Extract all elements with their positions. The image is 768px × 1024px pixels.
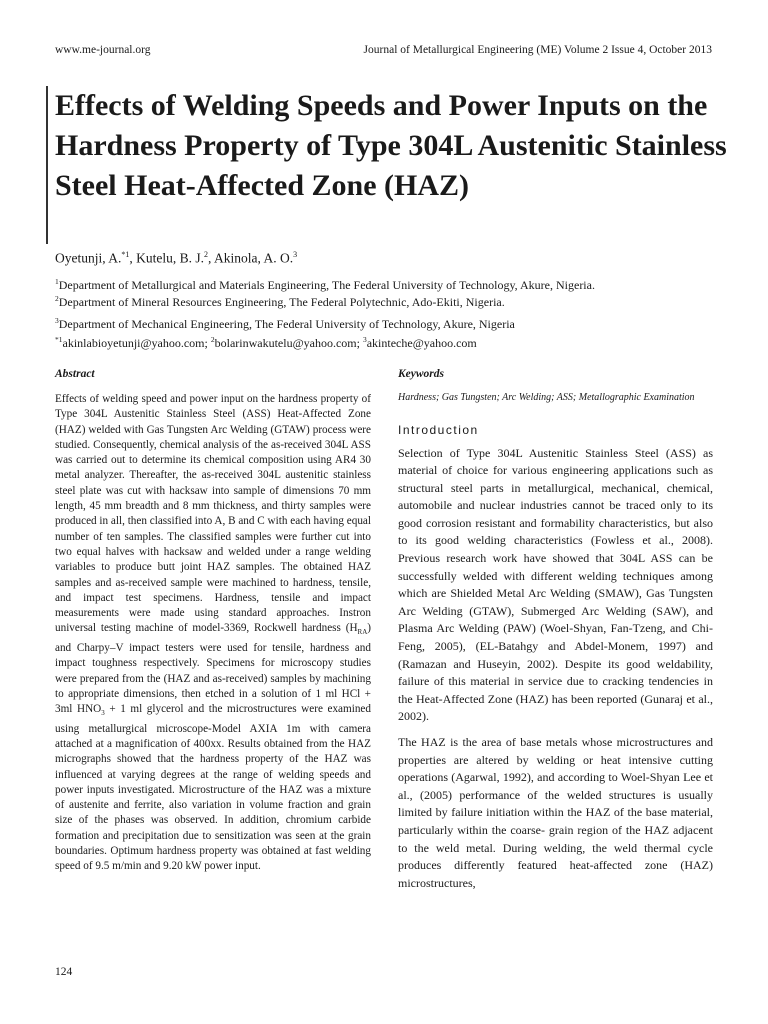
email-marker: 3 [362, 335, 367, 344]
author-marker: *1 [121, 250, 130, 259]
paper-title: Effects of Welding Speeds and Power Inputs on the Hardness Property of Type 304L Austenitic Stainless Steel Heat-Affected Zone (HAZ) [55, 89, 727, 202]
author-name: , Akinola, A. O. [208, 250, 294, 266]
email-marker: *1 [55, 335, 63, 344]
author-name: , Kutelu, B. J. [129, 250, 205, 266]
author-marker: 3 [293, 250, 298, 259]
affiliation [55, 316, 515, 332]
abstract-body: Effects of welding speed and power input on the hardness property of Type 304L Austenitic Stainless Steel (ASS) Heat-Affected Zone (HAZ) welded with Gas Tungsten Arc Welding (GTAW) process were studied. Consequently, chemical analysis of the as-received 304L ASS was carried out to determine its chemical composition using AR4 30 metal analyzer. Thereafter, the as-received 304L austenitic stainless steel plate was cut with hacksaw into sample of dimensions 70 mm length, 45 mm breadth and 8 mm thickness, and thirty samples were produced in all, then classified into A, B and C with each having equal number of ten samples. The classified samples were further cut into two equal halves with hacksaw and welded under a range welding variables to produce butt joint HAZ samples. The obtained HAZ samples and as-received sample were machined to hardness, tensile, and impact test specimens. Hardness, tensile and impact measurements were made using standard approaches. Instron universal testing machine of model-3369, Rockwell hardness $(H_{RA})$ and Charpy–V impact testers were used for tensile, hardness and impact toughness respectively. Specimens for microscopy studies were prepared from the (HAZ and as-received) samples by machining to appropriate dimensions, then etched in a solution of 1 ml HCl + 3ml $HNO_3 + 1$ ml glycerol and the microstructures were examined using metallurgical microscope-Model AXIA 1m with camera attached at a magnification of 400xx. Results obtained from the HAZ micrographs showed that the hardness property of the HAZ was influenced at varying degrees at the range of welding speeds and power inputs investigated. Microstructure of the HAZ was a mixture of austenite and ferrite, also variation in volume fraction and grain size of the phases was observed. In addition, chromium carbide formation and precipitation due to sensitization was seen at the grain boundaries. Optimum hardness property was obtained at fast welding speed of 9.5 m/min and 9.20 kW power input. [55, 393, 371, 873]
affiliation-text: Department of Mineral Resources Engineering, The Federal Polytechnic, Ado-Ekiti, Nigeria. [58, 295, 505, 309]
page-number: 124 [55, 966, 73, 978]
introduction-heading: Introduction [398, 422, 479, 437]
left-column [55, 368, 371, 875]
email-marker: 2 [210, 335, 215, 344]
affiliation [55, 294, 505, 310]
email-link[interactable]: bolarinwakutelu@yahoo.com; [214, 336, 363, 350]
affiliation-marker: 2 [55, 294, 59, 303]
author-name: Oyetunji, A. [55, 250, 122, 266]
right-column [398, 368, 713, 900]
title-rule [46, 86, 48, 244]
author-marker: 2 [204, 250, 209, 259]
email-link[interactable]: akinteche@yahoo.com [366, 336, 477, 350]
intro-paragraph: Selection of Type 304L Austenitic Stainless Steel (ASS) as material of choice for various engineering applications such as structural steel parts in metallurgical, mechanical, chemical, automobile and nuclear industries cannot be traced only to its good corrosion resistant and formability characteristics, but also to its good welding characteristics (Fowless et al., 2008). Previous research work have showed that 304L ASS can be successfully welded with different welding techniques among which are Shielded Metal Arc Welding (SMAW), Gas Tungsten Arc Welding (GTAW), Submerged Arc Welding (SAW), and Plasma Arc Welding (PAW) (Woel-Shyan, Fan-Tzeng, and Chi-Feng, 2005), (EL-Batahgy and Abdel-Monem, 1997) and (Ramazan and Huseyin, 2002). Despite its good weldability, failure of this material in service due to cracking tendencies in the Heat-Affected Zone (HAZ) has been reported (Gunaraj et al., 2002). [398, 445, 713, 724]
affiliation-text: Department of Metallurgical and Materials Engineering, The Federal University of Technology, Akure, Nigeria. [58, 278, 595, 292]
affiliation-text: Department of Mechanical Engineering, The Federal University of Technology, Akure, Nigeria [58, 317, 515, 331]
author-list [55, 250, 297, 267]
journal-citation: Journal of Metallurgical Engineering (ME) Volume 2 Issue 4, October 2013 [363, 44, 712, 56]
journal-url[interactable]: www.me-journal.org [55, 44, 151, 56]
affiliation-marker: 3 [55, 316, 59, 325]
intro-paragraph: The HAZ is the area of base metals whose microstructures and properties are altered by welding or heat intensive cutting operations (Agarwal, 1992), and according to Woel-Shyan Lee et al., (2005) performance of the welded structures is usually limited by failure initiation within the HAZ of the base material, particularly within the coarse- grain region of the HAZ adjacent to the weld metal. During welding, the weld thermal cycle produces differently featured heat-affected zone (HAZ) microstructures, [398, 735, 713, 890]
affiliation-marker: 1 [55, 277, 59, 286]
author-emails [55, 335, 477, 351]
keywords-list: Hardness; Gas Tungsten; Arc Welding; ASS; Metallographic Examination [398, 392, 695, 403]
affiliation [55, 277, 595, 293]
abstract-heading: Abstract [55, 368, 95, 380]
keywords-heading: Keywords [398, 368, 444, 380]
email-link[interactable]: akinlabioyetunji@yahoo.com; [62, 336, 211, 350]
